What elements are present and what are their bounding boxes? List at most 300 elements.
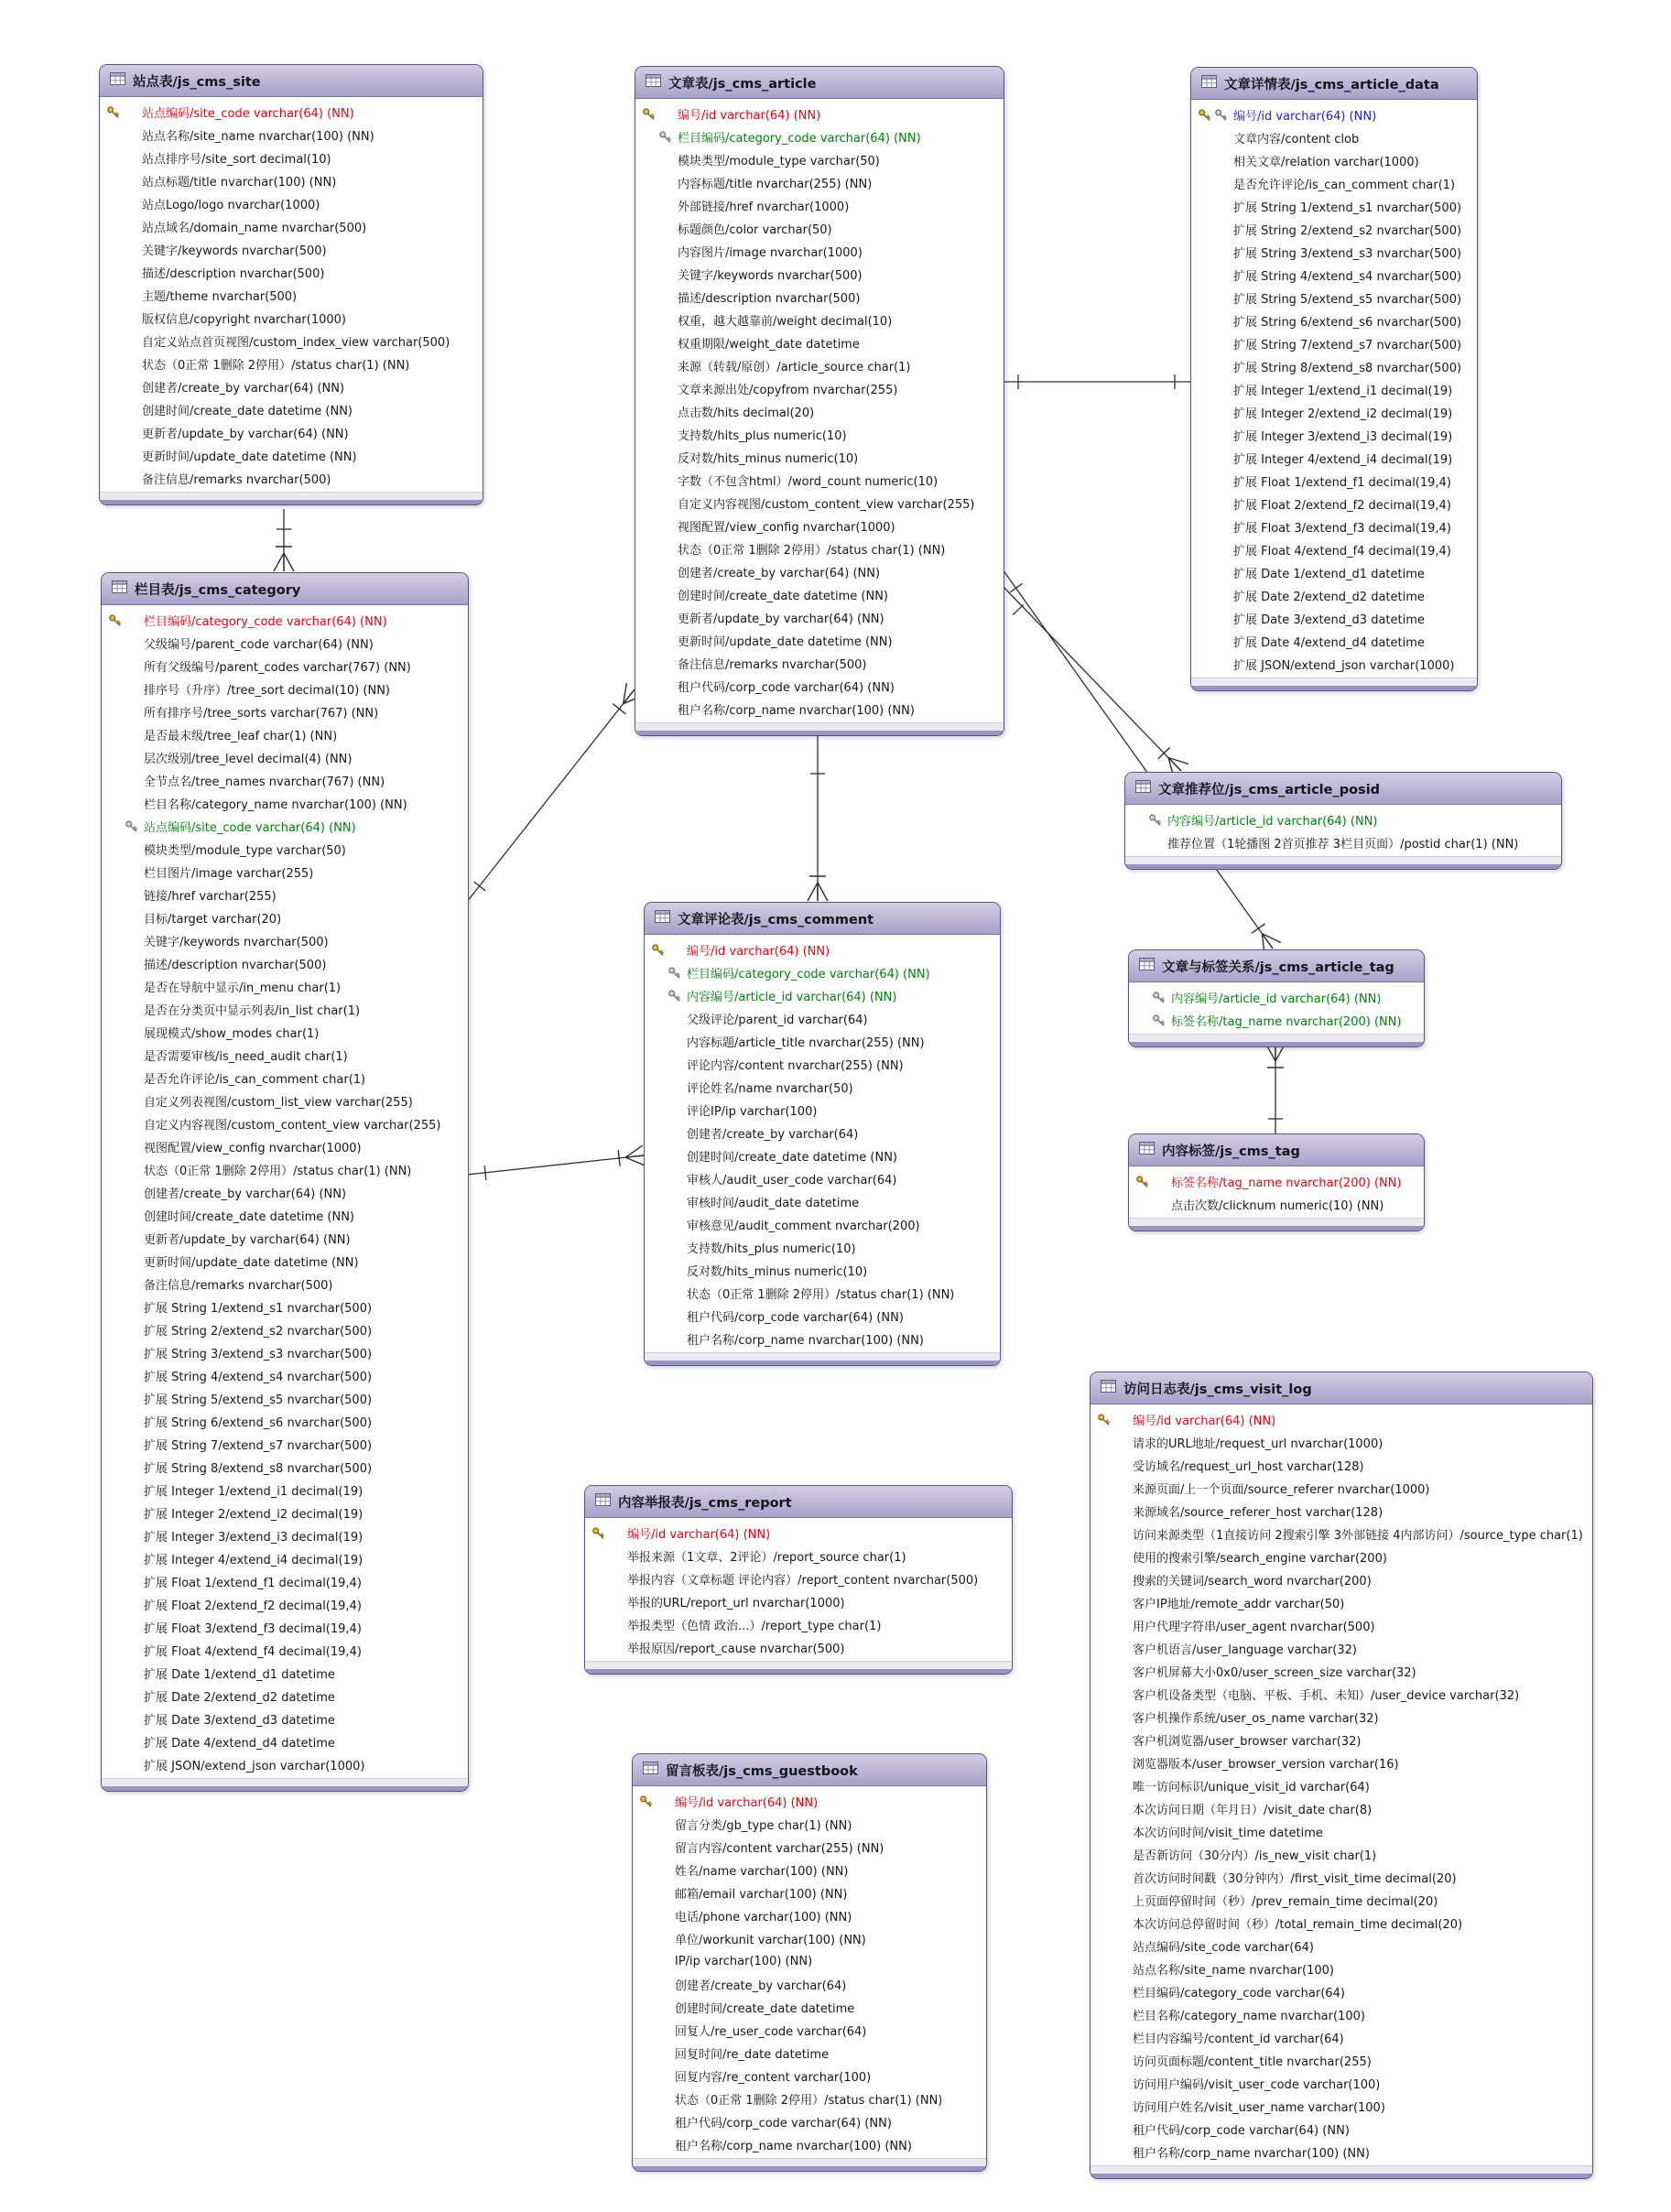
key-column-spacer xyxy=(102,1730,144,1753)
field-row[interactable] xyxy=(635,675,1004,698)
key-column-spacer xyxy=(1090,1706,1133,1729)
field-row[interactable] xyxy=(102,1250,468,1273)
field-row[interactable] xyxy=(635,125,1004,148)
field-row[interactable] xyxy=(100,444,483,467)
field-row[interactable] xyxy=(635,652,1004,675)
table-title: 站点表/js_cms_site xyxy=(133,74,261,90)
field-row[interactable] xyxy=(1090,2003,1592,2026)
field-row[interactable] xyxy=(1191,218,1477,241)
field-row[interactable] xyxy=(1090,2026,1592,2049)
field-row[interactable] xyxy=(633,2019,986,2042)
field-row[interactable] xyxy=(102,1021,468,1044)
table-js-cms-category[interactable] xyxy=(101,572,469,1792)
key-column-spacer xyxy=(1090,1797,1133,1820)
table-footer xyxy=(585,1661,1012,1674)
field-row[interactable] xyxy=(102,884,468,906)
field-row[interactable] xyxy=(635,171,1004,194)
table-body xyxy=(1125,805,1561,856)
field-text: 创建者/create_by varchar(64) xyxy=(675,1979,847,1993)
field-row[interactable] xyxy=(635,423,1004,446)
field-row[interactable] xyxy=(645,1305,1000,1328)
table-header[interactable] xyxy=(645,903,1000,935)
one-tick xyxy=(484,1166,486,1180)
field-text: 扩展 Integer 4/extend_i4 decimal(19) xyxy=(144,1554,363,1567)
field-row[interactable] xyxy=(102,1410,468,1433)
field-text: 留言内容/content varchar(255) (NN) xyxy=(675,1842,884,1856)
field-row[interactable] xyxy=(645,1053,1000,1076)
field-row[interactable] xyxy=(635,286,1004,309)
table-header[interactable] xyxy=(635,67,1004,99)
field-row[interactable] xyxy=(1090,1591,1592,1614)
field-row[interactable] xyxy=(635,446,1004,469)
field-text: 创建时间/create_date datetime (NN) xyxy=(678,590,889,603)
field-row[interactable] xyxy=(1090,1637,1592,1660)
field-row[interactable] xyxy=(1191,447,1477,470)
field-row[interactable] xyxy=(1191,195,1477,218)
field-row[interactable] xyxy=(100,146,483,169)
field-row[interactable] xyxy=(1090,1843,1592,1866)
table-header[interactable] xyxy=(585,1486,1012,1518)
table-header[interactable] xyxy=(102,573,468,605)
field-text: 举报来源（1文章、2评论）/report_source char(1) xyxy=(627,1551,906,1565)
field-text: 自定义内容视图/custom_content_view varchar(255) xyxy=(678,498,975,512)
field-row[interactable] xyxy=(1191,126,1477,149)
field-row[interactable] xyxy=(100,467,483,490)
field-row[interactable] xyxy=(1191,584,1477,607)
table-js-cms-article-tag[interactable] xyxy=(1128,949,1425,1047)
table-header[interactable] xyxy=(1129,1134,1424,1166)
field-row[interactable] xyxy=(1191,264,1477,287)
key-column-spacer xyxy=(100,146,142,169)
field-row[interactable] xyxy=(102,906,468,929)
table-js-cms-article-data[interactable] xyxy=(1190,67,1478,691)
field-row[interactable] xyxy=(100,398,483,421)
field-row[interactable] xyxy=(1191,493,1477,515)
field-row[interactable] xyxy=(1090,1545,1592,1568)
field-row[interactable] xyxy=(102,1502,468,1524)
field-row[interactable] xyxy=(102,609,468,632)
field-text: 扩展 Date 2/extend_d2 datetime xyxy=(1233,591,1425,604)
key-column-spacer xyxy=(102,1296,144,1318)
key-column-spacer xyxy=(102,1662,144,1685)
field-row[interactable] xyxy=(100,284,483,307)
field-row[interactable] xyxy=(102,769,468,792)
field-row[interactable] xyxy=(635,354,1004,377)
field-row[interactable] xyxy=(635,148,1004,171)
table-header[interactable] xyxy=(1191,68,1477,100)
field-row[interactable] xyxy=(100,238,483,261)
field-row[interactable] xyxy=(102,1135,468,1158)
key-column-spacer xyxy=(645,1236,687,1259)
field-row[interactable] xyxy=(102,1433,468,1456)
field-text: 字数（不包含html）/word_count numeric(10) xyxy=(678,475,939,489)
field-row[interactable] xyxy=(1090,1523,1592,1545)
field-row[interactable] xyxy=(102,678,468,700)
field-row[interactable] xyxy=(102,998,468,1021)
field-text: 站点编码/site_code varchar(64) (NN) xyxy=(142,107,354,121)
table-icon xyxy=(1139,958,1155,974)
table-header[interactable] xyxy=(633,1754,986,1786)
field-row[interactable] xyxy=(645,961,1000,984)
field-text: 电话/phone varchar(100) (NN) xyxy=(675,1911,852,1925)
table-js-cms-article[interactable] xyxy=(635,66,1004,736)
field-row[interactable] xyxy=(1090,1820,1592,1843)
field-row[interactable] xyxy=(1090,1751,1592,1774)
field-row[interactable] xyxy=(633,1813,986,1836)
field-row[interactable] xyxy=(1090,1568,1592,1591)
field-row[interactable] xyxy=(1090,2072,1592,2095)
field-row[interactable] xyxy=(633,2087,986,2110)
key-column-spacer xyxy=(1090,1820,1133,1843)
field-text: 访问来源类型（1直接访问 2搜索引擎 3外部链接 4内部访问）/source_type char(1) xyxy=(1133,1529,1583,1543)
field-row[interactable] xyxy=(1191,630,1477,653)
field-row[interactable] xyxy=(633,1904,986,1927)
field-text: 是否允许评论/is_can_comment char(1) xyxy=(144,1073,366,1087)
field-text: 扩展 JSON/extend_json varchar(1000) xyxy=(1233,659,1455,673)
field-row[interactable] xyxy=(102,1524,468,1547)
key-column-spacer xyxy=(645,1007,687,1030)
field-row[interactable] xyxy=(1090,1866,1592,1889)
field-row[interactable] xyxy=(585,1613,1012,1636)
field-row[interactable] xyxy=(1191,653,1477,676)
key-column-spacer xyxy=(1191,241,1233,264)
field-row[interactable] xyxy=(1191,309,1477,332)
field-row[interactable] xyxy=(100,169,483,192)
field-row[interactable] xyxy=(1090,1729,1592,1751)
field-text: 扩展 Float 4/extend_f4 decimal(19,4) xyxy=(1233,545,1451,558)
field-text: 更新者/update_by varchar(64) (NN) xyxy=(142,428,349,441)
table-icon xyxy=(1139,1142,1155,1158)
field-row[interactable] xyxy=(1090,1935,1592,1957)
field-row[interactable] xyxy=(1191,241,1477,264)
field-row[interactable] xyxy=(633,2065,986,2087)
field-row[interactable] xyxy=(645,984,1000,1007)
field-row[interactable] xyxy=(645,1282,1000,1305)
field-row[interactable] xyxy=(1129,1009,1424,1032)
key-column-spacer xyxy=(102,1250,144,1273)
field-row[interactable] xyxy=(633,1836,986,1859)
table-footer xyxy=(635,722,1004,735)
field-row[interactable] xyxy=(635,217,1004,240)
field-row[interactable] xyxy=(100,101,483,124)
field-row[interactable] xyxy=(645,938,1000,961)
table-icon xyxy=(655,910,670,927)
field-row[interactable] xyxy=(102,1479,468,1502)
field-row[interactable] xyxy=(102,1112,468,1135)
field-row[interactable] xyxy=(1191,515,1477,538)
field-row[interactable] xyxy=(1090,2095,1592,2118)
field-row[interactable] xyxy=(1191,172,1477,195)
field-row[interactable] xyxy=(102,1753,468,1776)
field-row[interactable] xyxy=(633,1973,986,1996)
field-text: 展现模式/show_modes char(1) xyxy=(144,1027,320,1041)
field-row[interactable] xyxy=(645,1236,1000,1259)
field-row[interactable] xyxy=(1090,2049,1592,2072)
key-column-spacer xyxy=(1090,1774,1133,1797)
key-column-spacer xyxy=(102,700,144,723)
field-row[interactable] xyxy=(1191,607,1477,630)
field-row[interactable] xyxy=(635,263,1004,286)
field-text: 访问页面标题/content_title nvarchar(255) xyxy=(1133,2055,1372,2069)
field-row[interactable] xyxy=(633,2042,986,2065)
field-row[interactable] xyxy=(633,1996,986,2019)
field-row[interactable] xyxy=(635,698,1004,721)
field-row[interactable] xyxy=(1129,1170,1424,1193)
field-row[interactable] xyxy=(100,352,483,375)
field-row[interactable] xyxy=(585,1567,1012,1590)
field-row[interactable] xyxy=(635,194,1004,217)
field-row[interactable] xyxy=(102,746,468,769)
field-row[interactable] xyxy=(1090,1660,1592,1683)
field-row[interactable] xyxy=(1090,1797,1592,1820)
field-row[interactable] xyxy=(102,1639,468,1662)
field-row[interactable] xyxy=(585,1522,1012,1545)
table-js-cms-site[interactable] xyxy=(99,64,483,505)
field-row[interactable] xyxy=(1090,1500,1592,1523)
field-row[interactable] xyxy=(1191,287,1477,309)
field-row[interactable] xyxy=(645,1007,1000,1030)
table-footer xyxy=(1191,678,1477,690)
field-text: 状态（0正常 1删除 2停用）/status char(1) (NN) xyxy=(675,2094,943,2108)
field-row[interactable] xyxy=(645,1144,1000,1167)
field-row[interactable] xyxy=(635,331,1004,354)
field-row[interactable] xyxy=(645,1190,1000,1213)
field-text: 编号/id varchar(64) (NN) xyxy=(675,1796,819,1810)
field-row[interactable] xyxy=(645,1259,1000,1282)
field-row[interactable] xyxy=(102,1204,468,1227)
field-row[interactable] xyxy=(645,1076,1000,1099)
field-row[interactable] xyxy=(1090,1614,1592,1637)
field-row[interactable] xyxy=(635,377,1004,400)
key-column-spacer xyxy=(635,171,678,194)
field-row[interactable] xyxy=(633,1859,986,1881)
key-column-spacer xyxy=(102,1502,144,1524)
field-row[interactable] xyxy=(1191,378,1477,401)
field-row[interactable] xyxy=(1090,1912,1592,1935)
field-row[interactable] xyxy=(102,1296,468,1318)
field-text: 扩展 String 2/extend_s2 nvarchar(500) xyxy=(144,1325,373,1339)
key-column-spacer xyxy=(635,194,678,217)
table-js-cms-comment[interactable] xyxy=(644,902,1001,1366)
field-row[interactable] xyxy=(645,1213,1000,1236)
field-row[interactable] xyxy=(635,515,1004,537)
field-row[interactable] xyxy=(100,261,483,284)
key-column-spacer xyxy=(633,1859,675,1881)
key-column-spacer xyxy=(1191,630,1233,653)
field-row[interactable] xyxy=(633,1881,986,1904)
field-row[interactable] xyxy=(102,632,468,655)
field-row[interactable] xyxy=(645,1167,1000,1190)
key-column-spacer xyxy=(102,1639,144,1662)
field-row[interactable] xyxy=(102,1593,468,1616)
field-row[interactable] xyxy=(635,560,1004,583)
field-row[interactable] xyxy=(635,240,1004,263)
field-row[interactable] xyxy=(102,929,468,952)
field-row[interactable] xyxy=(100,124,483,146)
field-row[interactable] xyxy=(102,1685,468,1708)
field-row[interactable] xyxy=(1090,1431,1592,1454)
field-row[interactable] xyxy=(1129,986,1424,1009)
field-row[interactable] xyxy=(635,537,1004,560)
field-row[interactable] xyxy=(102,1158,468,1181)
field-row[interactable] xyxy=(102,1341,468,1364)
field-row[interactable] xyxy=(1090,1454,1592,1477)
table-js-cms-tag[interactable] xyxy=(1128,1133,1425,1231)
field-text: 本次访问时间/visit_time datetime xyxy=(1133,1827,1323,1840)
field-row[interactable] xyxy=(102,655,468,678)
field-row[interactable] xyxy=(1191,103,1477,126)
table-header[interactable] xyxy=(1129,950,1424,982)
field-row[interactable] xyxy=(102,1227,468,1250)
field-row[interactable] xyxy=(645,1099,1000,1122)
field-row[interactable] xyxy=(102,723,468,746)
field-row[interactable] xyxy=(635,309,1004,331)
field-row[interactable] xyxy=(102,1181,468,1204)
key-column-spacer xyxy=(1125,831,1167,854)
field-row[interactable] xyxy=(100,192,483,215)
field-row[interactable] xyxy=(1191,401,1477,424)
table-js-cms-article-posid[interactable] xyxy=(1124,772,1562,870)
table-title: 访问日志表/js_cms_visit_log xyxy=(1123,1382,1312,1397)
field-text: 唯一访问标识/unique_visit_id varchar(64) xyxy=(1133,1781,1370,1795)
field-row[interactable] xyxy=(102,1616,468,1639)
field-row[interactable] xyxy=(635,469,1004,492)
field-row[interactable] xyxy=(635,103,1004,125)
table-body xyxy=(635,99,1004,722)
field-row[interactable] xyxy=(102,815,468,838)
key-column-spacer xyxy=(102,1067,144,1090)
field-row[interactable] xyxy=(633,1927,986,1950)
field-row[interactable] xyxy=(1090,1683,1592,1706)
field-text: 是否在分类页中显示列表/in_list char(1) xyxy=(144,1004,361,1018)
field-row[interactable] xyxy=(1090,1957,1592,1980)
field-row[interactable] xyxy=(1191,424,1477,447)
field-row[interactable] xyxy=(102,1044,468,1067)
field-row[interactable] xyxy=(645,1328,1000,1350)
key-column-spacer xyxy=(635,492,678,515)
table-js-cms-report[interactable] xyxy=(584,1485,1013,1675)
field-row[interactable] xyxy=(635,629,1004,652)
key-column-spacer xyxy=(102,1090,144,1112)
field-row[interactable] xyxy=(1191,538,1477,561)
field-row[interactable] xyxy=(1191,149,1477,172)
foreign-key-icon xyxy=(1125,808,1167,831)
field-row[interactable] xyxy=(1090,1706,1592,1729)
field-row[interactable] xyxy=(100,330,483,352)
field-text: 扩展 Integer 1/extend_i1 decimal(19) xyxy=(144,1485,363,1499)
field-row[interactable] xyxy=(635,583,1004,606)
field-row[interactable] xyxy=(1090,1774,1592,1797)
field-row[interactable] xyxy=(1129,1193,1424,1216)
table-js-cms-guestbook[interactable] xyxy=(632,1753,987,2172)
field-row[interactable] xyxy=(102,952,468,975)
key-column-spacer xyxy=(645,1099,687,1122)
field-row[interactable] xyxy=(100,307,483,330)
field-row[interactable] xyxy=(102,1547,468,1570)
field-row[interactable] xyxy=(102,1708,468,1730)
field-text: 栏目编码/category_code varchar(64) (NN) xyxy=(678,132,921,146)
field-row[interactable] xyxy=(645,1030,1000,1053)
key-column-spacer xyxy=(1191,447,1233,470)
table-icon xyxy=(1101,1380,1116,1396)
field-row[interactable] xyxy=(100,215,483,238)
field-text: 扩展 Integer 3/extend_i3 decimal(19) xyxy=(144,1531,363,1545)
field-row[interactable] xyxy=(1125,831,1561,854)
table-footer xyxy=(1125,856,1561,869)
field-row[interactable] xyxy=(633,1950,986,1973)
field-row[interactable] xyxy=(1090,1408,1592,1431)
table-header[interactable] xyxy=(1090,1372,1592,1404)
field-row[interactable] xyxy=(633,2110,986,2133)
field-row[interactable] xyxy=(633,1790,986,1813)
field-row[interactable] xyxy=(1191,561,1477,584)
field-row[interactable] xyxy=(102,1456,468,1479)
field-text: 单位/workunit varchar(100) (NN) xyxy=(675,1934,866,1947)
field-row[interactable] xyxy=(1191,470,1477,493)
field-row[interactable] xyxy=(102,975,468,998)
field-row[interactable] xyxy=(102,838,468,861)
field-row[interactable] xyxy=(585,1545,1012,1567)
field-row[interactable] xyxy=(102,861,468,884)
key-column-spacer xyxy=(635,652,678,675)
field-row[interactable] xyxy=(100,375,483,398)
field-row[interactable] xyxy=(1090,1477,1592,1500)
field-row[interactable] xyxy=(102,1387,468,1410)
field-row[interactable] xyxy=(635,492,1004,515)
field-row[interactable] xyxy=(100,421,483,444)
key-column-spacer xyxy=(102,678,144,700)
field-text: 访问用户姓名/visit_user_name varchar(100) xyxy=(1133,2101,1385,2115)
key-column-spacer xyxy=(1191,149,1233,172)
table-title: 文章表/js_cms_article xyxy=(668,76,817,92)
primary-key-icon xyxy=(100,101,142,124)
field-row[interactable] xyxy=(635,606,1004,629)
field-row[interactable] xyxy=(102,792,468,815)
field-row[interactable] xyxy=(635,400,1004,423)
field-row[interactable] xyxy=(1191,355,1477,378)
field-row[interactable] xyxy=(1090,2141,1592,2163)
field-row[interactable] xyxy=(102,1090,468,1112)
key-column-spacer xyxy=(102,1685,144,1708)
field-row[interactable] xyxy=(102,1364,468,1387)
primary-key-icon xyxy=(1090,1408,1133,1431)
field-row[interactable] xyxy=(645,1122,1000,1144)
field-row[interactable] xyxy=(585,1636,1012,1659)
field-row[interactable] xyxy=(1090,1980,1592,2003)
key-column-spacer xyxy=(635,240,678,263)
field-row[interactable] xyxy=(102,1067,468,1090)
table-header[interactable] xyxy=(1125,773,1561,805)
field-row[interactable] xyxy=(633,2133,986,2156)
field-row[interactable] xyxy=(1191,332,1477,355)
field-row[interactable] xyxy=(102,1730,468,1753)
field-row[interactable] xyxy=(1090,2118,1592,2141)
field-row[interactable] xyxy=(102,1273,468,1296)
field-row[interactable] xyxy=(102,700,468,723)
table-js-cms-visit-log[interactable] xyxy=(1090,1372,1593,2179)
field-row[interactable] xyxy=(102,1570,468,1593)
key-column-spacer xyxy=(1090,1454,1133,1477)
field-row[interactable] xyxy=(102,1662,468,1685)
table-header[interactable] xyxy=(100,65,483,97)
field-row[interactable] xyxy=(1125,808,1561,831)
field-text: 视图配置/view_config nvarchar(1000) xyxy=(678,521,895,535)
field-row[interactable] xyxy=(585,1590,1012,1613)
key-column-spacer xyxy=(100,398,142,421)
field-row[interactable] xyxy=(102,1318,468,1341)
field-text: 内容编号/article_id varchar(64) (NN) xyxy=(1171,992,1382,1006)
field-row[interactable] xyxy=(1090,1889,1592,1912)
